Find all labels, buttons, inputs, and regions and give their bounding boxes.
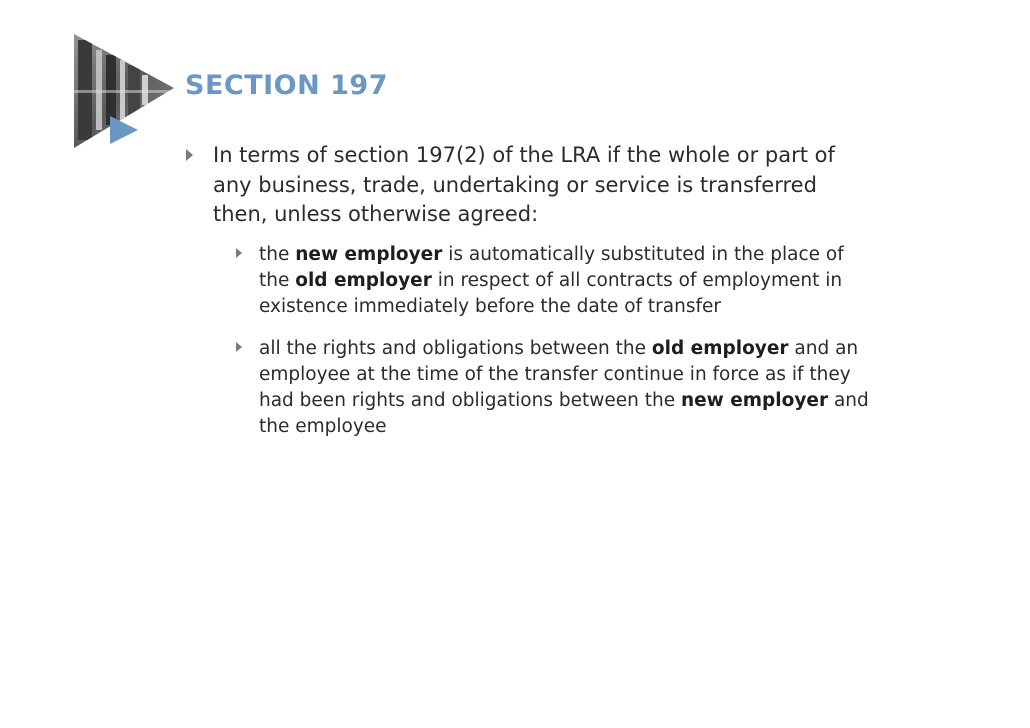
text-run: is automatically substituted in the place of the	[259, 243, 844, 291]
triangle-bullet-icon	[236, 342, 242, 352]
emphasis-text: new employer	[680, 389, 829, 411]
text-run: all the rights and obligations between the	[259, 337, 652, 359]
bullet-text: In terms of section 197(2) of the LRA if the whole or part of any business, trade, undertaking or service is transferred then, unless otherwise agreed:	[213, 143, 835, 226]
text-run: the	[259, 243, 296, 265]
text-run: and an employee at the time of the transfer continue in force as if they had been rights and obligations between the	[259, 337, 859, 411]
corner-logo-icon	[70, 30, 180, 150]
slide-title: SECTION 197	[185, 70, 388, 101]
triangle-bullet-icon	[236, 248, 242, 258]
sub-bullet-item	[236, 336, 886, 440]
sub-bullet-text	[259, 242, 869, 320]
slide-body	[186, 141, 886, 440]
sub-bullet-text	[259, 336, 869, 440]
emphasis-text: old employer	[295, 269, 432, 291]
text-run: and the employee	[259, 389, 869, 437]
bullet-item	[186, 141, 886, 230]
triangle-bullet-icon	[186, 149, 193, 161]
blue-triangle-icon	[110, 116, 138, 144]
text-run: in respect of all contracts of employment in existence immediately before the date of transfer	[259, 269, 843, 317]
emphasis-text: new employer	[295, 243, 443, 265]
sub-bullet-item	[236, 242, 886, 320]
emphasis-text: old employer	[651, 337, 789, 359]
